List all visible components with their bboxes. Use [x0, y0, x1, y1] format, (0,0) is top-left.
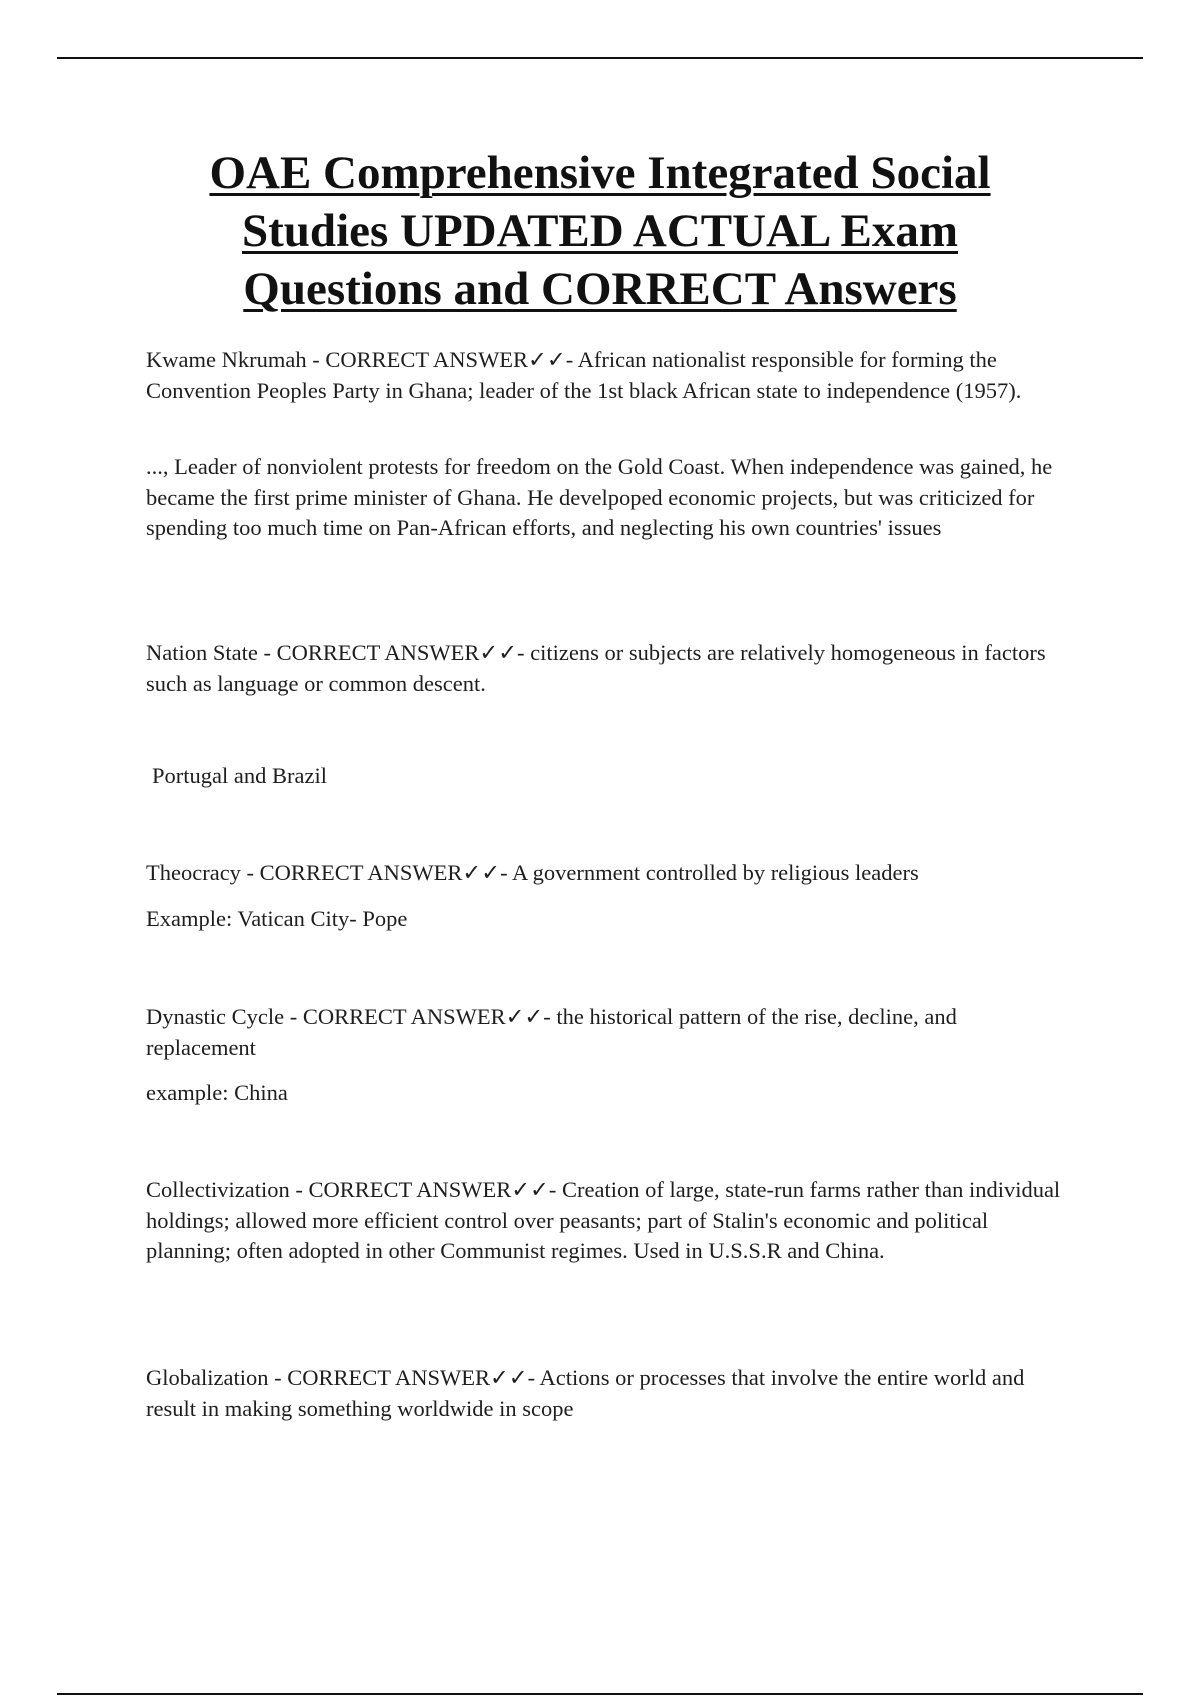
title-line-2: Studies UPDATED ACTUAL Exam	[242, 205, 958, 257]
entry-nation-state: Nation State - CORRECT ANSWER✓✓- citizens or subjects are relatively homogeneous in factors such as language or common descent.	[146, 640, 1046, 696]
top-rule	[57, 57, 1143, 59]
entry-dynastic-cycle-detail: example: China	[146, 1080, 288, 1105]
entry-kwame-nkrumah-detail: ..., Leader of nonviolent protests for freedom on the Gold Coast. When independence was gained, he became the first prime minister of Ghana. He develpoped economic projects, but was criticized for spending too much time on Pan-African efforts, and neglecting his own countries' issues	[146, 454, 1053, 540]
entry-dynastic-cycle: Dynastic Cycle - CORRECT ANSWER✓✓- the historical pattern of the rise, decline, and replacement	[146, 1004, 957, 1060]
entry-theocracy: Theocracy - CORRECT ANSWER✓✓- A government controlled by religious leaders	[146, 860, 919, 885]
entry-collectivization: Collectivization - CORRECT ANSWER✓✓- Creation of large, state-run farms rather than individual holdings; allowed more efficient control over peasants; part of Stalin's economic and political planning; often adopted in other Communist regimes. Used in U.S.S.R and China.	[146, 1177, 1061, 1263]
entry-nation-state-detail: Portugal and Brazil	[152, 763, 327, 788]
title-line-3: Questions and CORRECT Answers	[243, 263, 957, 315]
bottom-rule	[57, 1693, 1143, 1695]
title-line-1: OAE Comprehensive Integrated Social	[209, 147, 991, 199]
entry-theocracy-detail: Example: Vatican City- Pope	[146, 906, 408, 931]
document-title	[100, 144, 1100, 318]
entry-kwame-nkrumah: Kwame Nkrumah - CORRECT ANSWER✓✓- African nationalist responsible for forming the Convention Peoples Party in Ghana; leader of the 1st black African state to independence (1957).	[146, 347, 1022, 403]
entry-globalization: Globalization - CORRECT ANSWER✓✓- Actions or processes that involve the entire world and result in making something worldwide in scope	[146, 1365, 1025, 1421]
